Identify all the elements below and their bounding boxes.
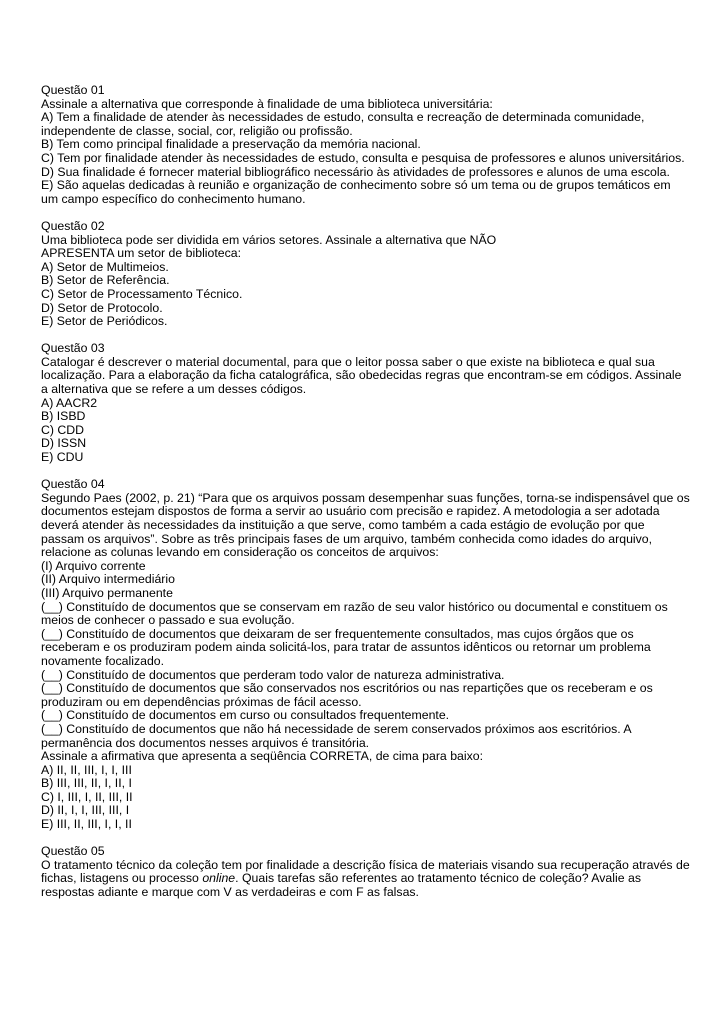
option-e: E) CDU [41,450,84,465]
option-d: D) ISSN [41,436,87,451]
question-04 [41,478,691,831]
match-item-5: (__) Constituído de documentos em curso ou consultados frequentemente. [41,708,450,723]
option-c: C) Tem por finalidade atender às necessidades de estudo, consulta e pesquisa de professores e alunos universitários. [41,150,685,165]
option-b: B) ISBD [41,409,86,424]
question-01 [41,84,691,206]
option-a: A) II, II, III, I, I, III [41,762,132,777]
option-b: B) Tem como principal finalidade a preservação da memória nacional. [41,137,421,152]
question-05 [41,845,691,899]
question-statement: Catalogar é descrever o material documental, para que o leitor possa saber o que existe na biblioteca e qual sua localização. Para a elaboração da ficha catalográfica, são obedecidas regras que encontram-se em códigos. Assinale a alternativa que se refere a um desses códigos. [41,354,682,397]
question-statement: Segundo Paes (2002, p. 21) “Para que os arquivos possam desempenhar suas funções, torna-se indispensável que os documentos estejam dispostos de forma a servir ao usuário com precisão e rapidez. A metodologia a ser adotada deverá atender às necessidades da instituição a que serve, como também a cada estágio de evolução por que passam os arquivos”. Sobre as três principais fases de um arquivo, também conhecida como idades do arquivo, relacione as colunas levando em consideração os conceitos de arquivos: [41,490,690,560]
question-title: Questão 04 [41,477,105,492]
question-02 [41,220,691,329]
question-title: Questão 03 [41,341,105,356]
option-e: E) III, II, III, I, I, II [41,817,132,832]
question-statement: Assinale a alternativa que corresponde à finalidade de uma biblioteca universitária: [41,96,493,111]
match-item-2: (__) Constituído de documentos que deixaram de ser frequentemente consultados, mas cujos órgãos que os receberam e os produziram podem ainda solicitá-los, para tratar de assuntos idênticos ou retornar um problema novamente focalizado. [41,626,651,668]
option-d: D) Setor de Protocolo. [41,300,163,315]
question-statement [41,859,691,900]
option-d: D) Sua finalidade é fornecer material bibliográfico necessário às atividades de professores e alunos de uma escola. [41,164,670,179]
question-instruction: Assinale a afirmativa que apresenta a seqüência CORRETA, de cima para baixo: [41,749,484,764]
match-item-1: (__) Constituído de documentos que se conservam em razão de seu valor histórico ou documental e constituem os meios de conhecer o passado e sua evolução. [41,599,668,628]
statement-italic-online: online [202,871,236,886]
phase-corrente: (I) Arquivo corrente [41,558,146,573]
option-c: C) CDD [41,422,85,437]
statement-before: O tratamento técnico da coleção tem por finalidade a descrição física de materiais visando sua recuperação através de fichas, listagens ou processo [41,857,690,886]
question-title: Questão 05 [41,844,105,859]
option-d: D) II, I, I, III, III, I [41,803,130,818]
option-e: E) Setor de Periódicos. [41,314,168,329]
match-item-4: (__) Constituído de documentos que são conservados nos escritórios ou nas repartições que os receberam e os produziram ou em dependências próximas de fácil acesso. [41,681,653,709]
question-title: Questão 02 [41,218,105,233]
question-title: Questão 01 [41,83,105,97]
option-c: C) I, III, I, II, III, II [41,789,133,804]
match-item-6: (__) Constituído de documentos que não há necessidade de serem conservados próximos aos escritórios. A permanência dos documentos nesses arquivos é transitória. [41,721,631,750]
question-03 [41,342,691,464]
option-b: B) Setor de Referência. [41,273,170,288]
phase-intermediario: (II) Arquivo intermediário [41,572,175,587]
question-statement-line-2: APRESENTA um setor de biblioteca: [41,246,242,261]
option-a: A) Tem a finalidade de atender às necessidades de estudo, consulta e recreação de determinada comunidade, independente de classe, social, cor, religião ou profissão. [41,110,645,138]
phase-permanente: (III) Arquivo permanente [41,585,173,600]
option-a: A) Setor de Multimeios. [41,259,169,274]
option-e: E) São aquelas dedicadas à reunião e organização de conhecimento sobre só um tema ou de grupos temáticos em um campo específico do conhecimento humano. [41,178,671,206]
question-statement-line-1: Uma biblioteca pode ser dividida em vários setores. Assinale a alternativa que NÃO [41,232,497,247]
option-c: C) Setor de Processamento Técnico. [41,286,243,301]
match-item-3: (__) Constituído de documentos que perderam todo valor de natureza administrativa. [41,667,505,682]
document-page [41,84,691,913]
statement-after: . Quais tarefas são referentes ao tratamento técnico de coleção? Avalie as respostas adiante e marque com V as verdadeiras e com F as falsas. [41,871,641,900]
option-b: B) III, III, II, I, II, I [41,776,132,791]
option-a: A) AACR2 [41,395,98,410]
